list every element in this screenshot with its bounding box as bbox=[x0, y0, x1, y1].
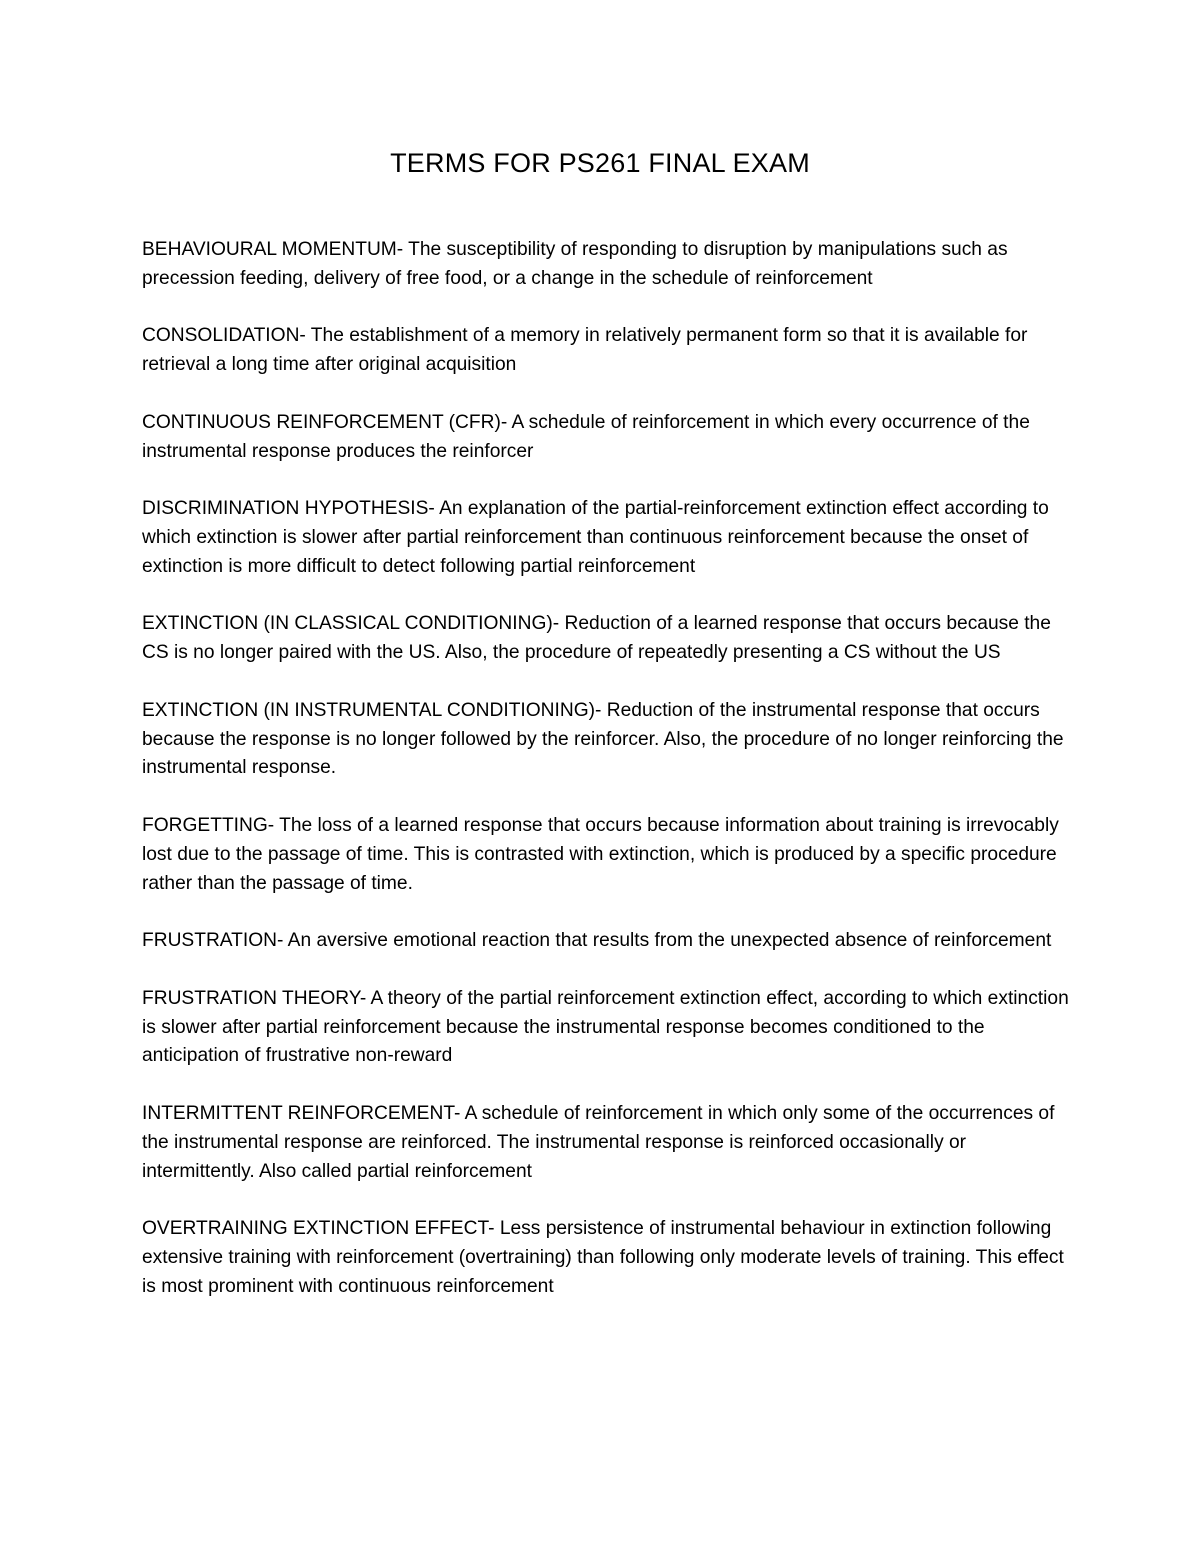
term-list bbox=[142, 236, 1072, 1330]
term-entry: OVERTRAINING EXTINCTION EFFECT- Less persistence of instrumental behaviour in extinction following extensive training with reinforcement (overtraining) than following only moderate levels of training. This effect is most prominent with continuous reinforcement bbox=[142, 1218, 1064, 1297]
term-entry: FRUSTRATION- An aversive emotional reaction that results from the unexpected absence of reinforcement bbox=[142, 930, 1052, 952]
term-entry: DISCRIMINATION HYPOTHESIS- An explanation of the partial-reinforcement extinction effect according to which extinction is slower after partial reinforcement than continuous reinforcement because the onset of extinction is more difficult to detect following partial reinforcement bbox=[142, 498, 1049, 577]
term-entry: CONTINUOUS REINFORCEMENT (CFR)- A schedule of reinforcement in which every occurrence of the instrumental response produces the reinforcer bbox=[142, 411, 1030, 462]
term-entry: INTERMITTENT REINFORCEMENT- A schedule of reinforcement in which only some of the occurrences of the instrumental response are reinforced. The instrumental response is reinforced occasionally or intermittently. Also called partial reinforcement bbox=[142, 1102, 1055, 1182]
term-entry: EXTINCTION (IN INSTRUMENTAL CONDITIONING)- Reduction of the instrumental response that occurs because the response is no longer followed by the reinforcer. Also, the procedure of no longer reinforcing the instrumental response. bbox=[142, 699, 1064, 779]
term-entry: EXTINCTION (IN CLASSICAL CONDITIONING)- Reduction of a learned response that occurs because the CS is no longer paired with the US. Also, the procedure of repeatedly presenting a CS without the US bbox=[142, 613, 1051, 664]
term-entry: CONSOLIDATION- The establishment of a memory in relatively permanent form so that it is available for retrieval a long time after original acquisition bbox=[142, 325, 1028, 376]
term-entry: FRUSTRATION THEORY- A theory of the partial reinforcement extinction effect, according to which extinction is slower after partial reinforcement because the instrumental response becomes conditioned to the anticipation of frustrative non-reward bbox=[142, 987, 1069, 1067]
page-title: TERMS FOR PS261 FINAL EXAM bbox=[390, 148, 810, 178]
term-entry: FORGETTING- The loss of a learned response that occurs because information about training is irrevocably lost due to the passage of time. This is contrasted with extinction, which is produced by a specific procedure rather than the passage of time. bbox=[142, 814, 1059, 894]
term-entry: BEHAVIOURAL MOMENTUM- The susceptibility of responding to disruption by manipulations such as precession feeding, delivery of free food, or a change in the schedule of reinforcement bbox=[142, 239, 1008, 289]
